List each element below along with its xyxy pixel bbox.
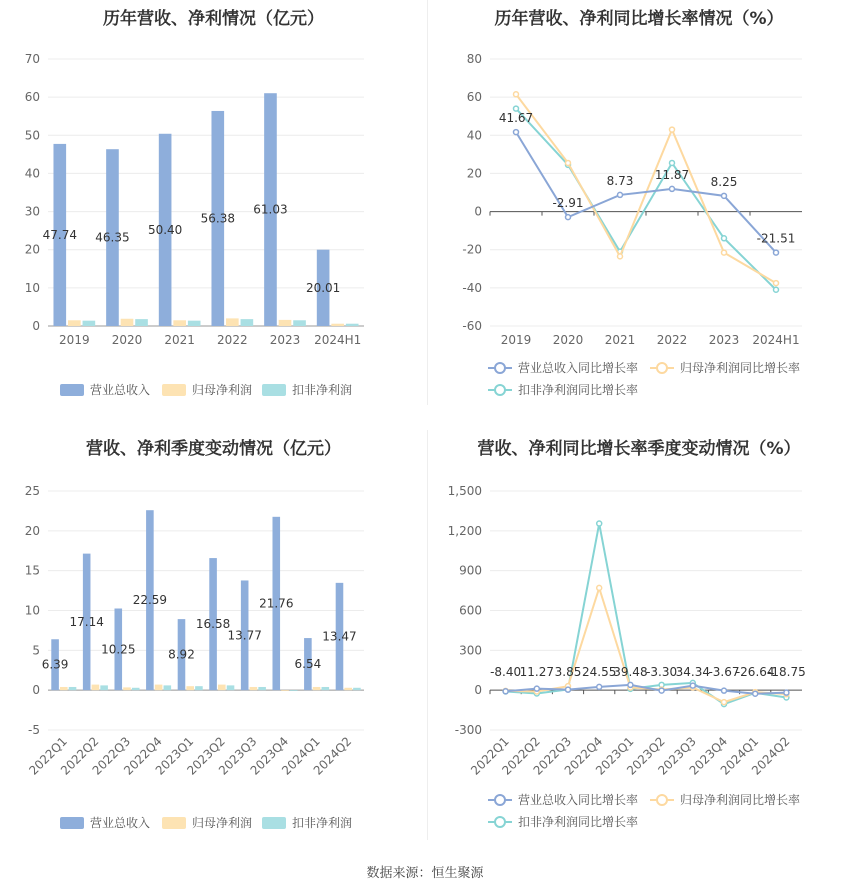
annual-growth-chart bbox=[428, 0, 850, 410]
data-label: 17.14 bbox=[69, 614, 104, 629]
quarterly-revenue-chart bbox=[0, 430, 427, 850]
data-label: -2.91 bbox=[552, 196, 584, 211]
data-label: 11.27 bbox=[519, 665, 554, 680]
point-0 bbox=[514, 130, 519, 135]
point-1 bbox=[514, 92, 519, 97]
legend-marker bbox=[495, 817, 505, 827]
x-tick-label: 2023Q3 bbox=[215, 734, 260, 778]
y-tick-label: 70 bbox=[24, 52, 40, 66]
data-label: 10.25 bbox=[101, 642, 136, 657]
y-tick-label: 40 bbox=[24, 166, 40, 181]
annual-growth-plot bbox=[428, 0, 850, 410]
bar-2 bbox=[195, 686, 203, 690]
x-tick-label: 2023Q2 bbox=[624, 734, 668, 778]
data-label: 39.48 bbox=[613, 665, 648, 680]
data-label: 16.58 bbox=[195, 617, 231, 632]
point-0 bbox=[784, 690, 789, 695]
x-tick-label: 2022Q1 bbox=[468, 734, 512, 778]
bar-2 bbox=[346, 324, 359, 326]
bar-1 bbox=[155, 685, 163, 691]
data-label: 61.03 bbox=[253, 202, 288, 217]
bar-2 bbox=[100, 685, 108, 690]
data-label: -3.30 bbox=[646, 665, 678, 680]
bar-2 bbox=[290, 690, 298, 691]
y-tick-label: 0 bbox=[474, 204, 482, 219]
bar-1 bbox=[281, 690, 289, 691]
point-1 bbox=[722, 250, 727, 255]
bar-1 bbox=[313, 687, 321, 690]
data-label: -3.67 bbox=[708, 665, 740, 680]
point-2 bbox=[670, 160, 675, 165]
quarterly-growth-plot bbox=[428, 430, 850, 850]
y-tick-label: 60 bbox=[466, 90, 482, 105]
point-1 bbox=[618, 254, 623, 259]
x-tick-label: 2019 bbox=[500, 333, 532, 347]
data-label: 6.39 bbox=[41, 657, 69, 672]
x-tick-label: 2024Q1 bbox=[717, 734, 762, 778]
x-tick-label: 2023Q2 bbox=[184, 734, 228, 778]
point-1 bbox=[597, 585, 602, 590]
data-label: 50.40 bbox=[147, 222, 183, 237]
x-tick-label: 2024Q1 bbox=[279, 734, 323, 778]
data-source-footer: 数据来源：恒生聚源 bbox=[366, 866, 484, 881]
legend-marker bbox=[657, 795, 667, 805]
y-tick-label: 20 bbox=[24, 523, 40, 538]
series-line-1 bbox=[506, 588, 787, 702]
bar-1 bbox=[250, 687, 258, 690]
data-label: 22.59 bbox=[132, 593, 168, 608]
legend-swatch bbox=[60, 817, 84, 829]
x-tick-label: 2022 bbox=[656, 333, 688, 347]
point-0 bbox=[534, 686, 539, 691]
x-tick-label: 2023Q3 bbox=[655, 734, 699, 778]
legend-swatch bbox=[162, 384, 186, 396]
point-0 bbox=[628, 682, 633, 687]
bar-1 bbox=[92, 685, 100, 691]
x-tick-label: 2022Q3 bbox=[89, 734, 134, 778]
x-tick-label: 2024Q2 bbox=[310, 734, 355, 778]
data-label: 46.35 bbox=[95, 230, 130, 245]
point-1 bbox=[670, 127, 675, 132]
bar-2 bbox=[258, 687, 266, 690]
bar-2 bbox=[293, 320, 306, 326]
x-tick-label: 2020 bbox=[111, 333, 143, 347]
point-0 bbox=[503, 689, 508, 694]
y-tick-label: 20 bbox=[466, 166, 482, 181]
x-tick-label: 2020 bbox=[552, 333, 584, 347]
bar-2 bbox=[353, 688, 361, 690]
bar-2 bbox=[322, 687, 330, 690]
point-0 bbox=[618, 192, 623, 197]
bar-2 bbox=[188, 321, 201, 326]
y-tick-label: 1,200 bbox=[447, 523, 482, 538]
point-1 bbox=[774, 281, 779, 286]
legend-label: 扣非净利润 bbox=[292, 383, 353, 397]
point-0 bbox=[753, 691, 758, 696]
bar-1 bbox=[186, 686, 194, 690]
x-tick-label: 2022Q3 bbox=[530, 734, 575, 778]
legend-marker bbox=[495, 363, 505, 373]
legend-label: 归母净利润 bbox=[192, 383, 253, 397]
point-2 bbox=[597, 521, 602, 526]
legend-label: 营业总收入 bbox=[90, 383, 151, 397]
bar-2 bbox=[164, 685, 172, 690]
legend-swatch bbox=[60, 384, 84, 396]
bar-2 bbox=[83, 321, 96, 326]
y-tick-label: -300 bbox=[454, 723, 482, 737]
x-tick-label: 2024H1 bbox=[752, 333, 800, 347]
legend-swatch bbox=[162, 817, 186, 829]
y-tick-label: 15 bbox=[24, 563, 40, 578]
data-label: -26.64 bbox=[735, 665, 775, 680]
data-label: -18.75 bbox=[767, 665, 806, 680]
data-label: -8.40 bbox=[490, 665, 522, 680]
legend-marker bbox=[657, 363, 667, 373]
point-1 bbox=[566, 160, 571, 165]
bar-2 bbox=[132, 688, 140, 690]
bar-1 bbox=[226, 318, 239, 326]
point-0 bbox=[690, 683, 695, 688]
legend-label: 归母净利润 bbox=[192, 816, 253, 830]
legend-marker bbox=[495, 385, 505, 395]
x-tick-label: 2022Q4 bbox=[561, 734, 606, 778]
bar-2 bbox=[69, 687, 77, 690]
bar-1 bbox=[68, 320, 81, 326]
legend-marker bbox=[495, 795, 505, 805]
legend-label: 营业总收入 bbox=[90, 816, 151, 830]
y-tick-label: 5 bbox=[32, 643, 40, 658]
data-label: 3.85 bbox=[554, 665, 582, 680]
data-label: 24.55 bbox=[582, 665, 617, 680]
data-label: 20.01 bbox=[305, 280, 341, 295]
y-tick-label: 600 bbox=[459, 603, 482, 618]
y-tick-label: 40 bbox=[466, 128, 482, 143]
legend-label: 归母净利润同比增长率 bbox=[680, 793, 801, 807]
legend-swatch bbox=[262, 384, 286, 396]
x-tick-label: 2023Q1 bbox=[592, 734, 637, 778]
y-tick-label: -40 bbox=[462, 280, 482, 295]
x-tick-label: 2022Q1 bbox=[26, 734, 70, 778]
y-tick-label: 20 bbox=[24, 242, 40, 257]
quarterly-revenue-plot bbox=[0, 430, 427, 850]
x-tick-label: 2024Q2 bbox=[748, 734, 793, 778]
point-0 bbox=[566, 215, 571, 220]
annual-revenue-chart bbox=[0, 0, 427, 410]
point-0 bbox=[597, 684, 602, 689]
data-label: 41.67 bbox=[498, 111, 534, 126]
data-label: 6.54 bbox=[294, 657, 322, 672]
data-label: 34.34 bbox=[675, 665, 710, 680]
bar-1 bbox=[279, 320, 292, 326]
y-tick-label: 1,500 bbox=[447, 484, 482, 498]
bar-1 bbox=[60, 687, 68, 690]
x-tick-label: 2022Q4 bbox=[121, 734, 165, 778]
y-tick-label: 25 bbox=[24, 484, 40, 498]
y-tick-label: 60 bbox=[24, 90, 40, 105]
data-label: 11.87 bbox=[654, 167, 690, 182]
y-tick-label: 900 bbox=[459, 563, 482, 578]
y-tick-label: -20 bbox=[462, 242, 482, 257]
data-label: 8.25 bbox=[710, 174, 738, 189]
legend-label: 营业总收入同比增长率 bbox=[518, 361, 639, 375]
point-2 bbox=[774, 287, 779, 292]
y-tick-label: 50 bbox=[24, 128, 40, 143]
legend-label: 扣非净利润同比增长率 bbox=[518, 383, 639, 397]
annual-revenue-plot bbox=[0, 0, 427, 410]
bar-2 bbox=[135, 319, 148, 326]
bar-1 bbox=[344, 688, 352, 690]
point-0 bbox=[670, 186, 675, 191]
y-tick-label: -60 bbox=[462, 319, 482, 333]
legend-swatch bbox=[262, 817, 286, 829]
y-tick-label: 10 bbox=[24, 603, 40, 618]
x-tick-label: 2023Q1 bbox=[152, 734, 197, 778]
x-tick-label: 2024H1 bbox=[314, 333, 362, 347]
bar-1 bbox=[121, 319, 134, 326]
quarterly-growth-chart bbox=[428, 430, 850, 850]
y-tick-label: 80 bbox=[466, 52, 482, 66]
legend-label: 归母净利润同比增长率 bbox=[680, 361, 801, 375]
x-tick-label: 2019 bbox=[59, 333, 90, 347]
y-tick-label: 300 bbox=[459, 643, 482, 658]
chart-title: 营收、净利同比增长率季度变动情况（%） bbox=[477, 439, 801, 459]
x-tick-label: 2023Q4 bbox=[686, 734, 731, 778]
bar-2 bbox=[227, 685, 235, 690]
data-label: 56.38 bbox=[200, 211, 235, 226]
legend-label: 营业总收入同比增长率 bbox=[518, 793, 639, 807]
bar-1 bbox=[331, 324, 344, 326]
x-tick-label: 2023 bbox=[708, 333, 740, 347]
point-0 bbox=[774, 250, 779, 255]
bar-2 bbox=[241, 319, 254, 326]
x-tick-label: 2022 bbox=[217, 333, 248, 347]
x-tick-label: 2022Q2 bbox=[57, 734, 102, 778]
legend-label: 扣非净利润同比增长率 bbox=[518, 815, 639, 829]
point-0 bbox=[659, 688, 664, 693]
bar-1 bbox=[173, 320, 186, 326]
x-tick-label: 2023 bbox=[269, 333, 301, 347]
y-tick-label: 0 bbox=[32, 683, 40, 698]
chart-title: 历年营收、净利情况（亿元） bbox=[103, 9, 324, 29]
data-label: 21.76 bbox=[259, 596, 294, 611]
data-label: 8.73 bbox=[606, 173, 634, 188]
y-tick-label: 30 bbox=[24, 204, 40, 219]
y-tick-label: 0 bbox=[32, 319, 40, 333]
x-tick-label: 2021 bbox=[604, 333, 636, 347]
y-tick-label: 10 bbox=[24, 280, 40, 295]
chart-title: 历年营收、净利同比增长率情况（%） bbox=[494, 9, 784, 29]
data-label: -21.51 bbox=[756, 231, 796, 246]
data-label: 47.74 bbox=[42, 227, 77, 242]
point-1 bbox=[722, 700, 727, 705]
bar-1 bbox=[123, 687, 131, 690]
bar-1 bbox=[218, 685, 226, 691]
point-0 bbox=[566, 687, 571, 692]
y-tick-label: 0 bbox=[474, 683, 482, 698]
point-0 bbox=[722, 193, 727, 198]
x-tick-label: 2021 bbox=[164, 333, 195, 347]
chart-title: 营收、净利季度变动情况（亿元） bbox=[86, 439, 341, 459]
x-tick-label: 2022Q2 bbox=[499, 734, 543, 778]
data-label: 13.47 bbox=[322, 629, 357, 644]
x-tick-label: 2023Q4 bbox=[247, 734, 292, 778]
point-0 bbox=[722, 688, 727, 693]
data-label: 13.77 bbox=[227, 628, 262, 643]
y-tick-label: -5 bbox=[28, 723, 40, 737]
data-label: 8.92 bbox=[168, 647, 195, 662]
point-2 bbox=[722, 236, 727, 241]
legend-label: 扣非净利润 bbox=[292, 816, 353, 830]
